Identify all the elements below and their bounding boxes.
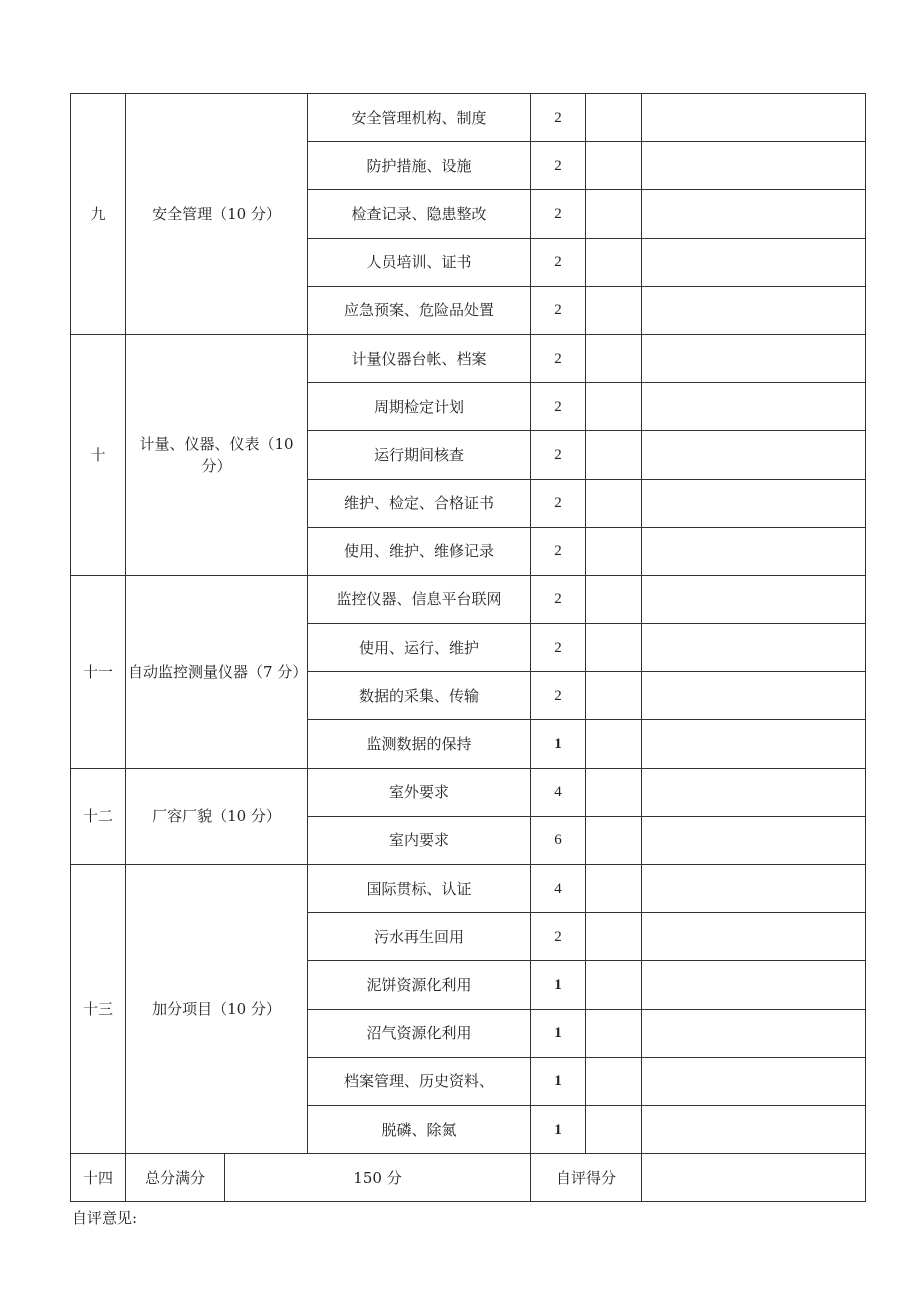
self-score-label: 自评得分 <box>531 1154 642 1202</box>
item-self-score[interactable] <box>586 527 642 575</box>
item-score: 1 <box>531 1105 586 1153</box>
item-self-score[interactable] <box>586 479 642 527</box>
item-score: 2 <box>531 190 586 238</box>
item-remarks[interactable] <box>642 431 866 479</box>
item-score: 4 <box>531 768 586 816</box>
table-row <box>71 334 866 382</box>
item-score: 2 <box>531 624 586 672</box>
item-remarks[interactable] <box>642 1105 866 1153</box>
table-row <box>71 865 866 913</box>
item-remarks[interactable] <box>642 720 866 768</box>
item-name: 检查记录、隐患整改 <box>308 190 531 238</box>
item-remarks[interactable] <box>642 479 866 527</box>
item-self-score[interactable] <box>586 816 642 864</box>
section-category: 自动监控测量仪器（7 分） <box>126 575 308 768</box>
item-name: 维护、检定、合格证书 <box>308 479 531 527</box>
section-category: 厂容厂貌（10 分） <box>126 768 308 864</box>
item-remarks[interactable] <box>642 527 866 575</box>
item-self-score[interactable] <box>586 94 642 142</box>
item-remarks[interactable] <box>642 383 866 431</box>
item-name: 室内要求 <box>308 816 531 864</box>
item-remarks[interactable] <box>642 624 866 672</box>
section-number: 十二 <box>71 768 126 864</box>
item-self-score[interactable] <box>586 672 642 720</box>
item-name: 人员培训、证书 <box>308 238 531 286</box>
item-self-score[interactable] <box>586 1057 642 1105</box>
table-row <box>71 575 866 623</box>
item-name: 安全管理机构、制度 <box>308 94 531 142</box>
item-score: 2 <box>531 431 586 479</box>
item-score: 2 <box>531 479 586 527</box>
item-name: 数据的采集、传输 <box>308 672 531 720</box>
item-name: 国际贯标、认证 <box>308 865 531 913</box>
item-remarks[interactable] <box>642 142 866 190</box>
item-score: 2 <box>531 142 586 190</box>
item-remarks[interactable] <box>642 575 866 623</box>
item-remarks[interactable] <box>642 94 866 142</box>
total-label: 总分满分 <box>126 1154 225 1202</box>
item-remarks[interactable] <box>642 190 866 238</box>
item-score: 6 <box>531 816 586 864</box>
item-name: 档案管理、历史资料、 <box>308 1057 531 1105</box>
item-self-score[interactable] <box>586 190 642 238</box>
item-name: 污水再生回用 <box>308 913 531 961</box>
item-self-score[interactable] <box>586 575 642 623</box>
item-self-score[interactable] <box>586 913 642 961</box>
item-score: 1 <box>531 1057 586 1105</box>
item-name: 使用、维护、维修记录 <box>308 527 531 575</box>
item-name: 运行期间核查 <box>308 431 531 479</box>
table-row <box>71 768 866 816</box>
item-score: 1 <box>531 961 586 1009</box>
item-self-score[interactable] <box>586 624 642 672</box>
item-name: 监测数据的保持 <box>308 720 531 768</box>
item-score: 1 <box>531 1009 586 1057</box>
item-remarks[interactable] <box>642 913 866 961</box>
total-value: 150 分 <box>225 1154 531 1202</box>
item-remarks[interactable] <box>642 238 866 286</box>
item-remarks[interactable] <box>642 865 866 913</box>
item-score: 4 <box>531 865 586 913</box>
item-name: 使用、运行、维护 <box>308 624 531 672</box>
item-remarks[interactable] <box>642 816 866 864</box>
item-remarks[interactable] <box>642 286 866 334</box>
item-name: 周期检定计划 <box>308 383 531 431</box>
item-remarks[interactable] <box>642 672 866 720</box>
item-self-score[interactable] <box>586 720 642 768</box>
item-remarks[interactable] <box>642 334 866 382</box>
item-remarks[interactable] <box>642 961 866 1009</box>
item-score: 2 <box>531 527 586 575</box>
item-score: 2 <box>531 575 586 623</box>
item-score: 2 <box>531 672 586 720</box>
section-category: 加分项目（10 分） <box>126 865 308 1154</box>
item-name: 计量仪器台帐、档案 <box>308 334 531 382</box>
item-name: 防护措施、设施 <box>308 142 531 190</box>
item-self-score[interactable] <box>586 865 642 913</box>
item-self-score[interactable] <box>586 142 642 190</box>
item-name: 泥饼资源化利用 <box>308 961 531 1009</box>
item-self-score[interactable] <box>586 961 642 1009</box>
item-score: 2 <box>531 334 586 382</box>
item-self-score[interactable] <box>586 383 642 431</box>
item-self-score[interactable] <box>586 238 642 286</box>
item-remarks[interactable] <box>642 1009 866 1057</box>
section-category: 计量、仪器、仪表（10 分） <box>126 334 308 575</box>
item-remarks[interactable] <box>642 768 866 816</box>
item-score: 2 <box>531 238 586 286</box>
item-name: 脱磷、除氮 <box>308 1105 531 1153</box>
section-number: 十 <box>71 334 126 575</box>
section-number: 九 <box>71 94 126 335</box>
item-score: 2 <box>531 913 586 961</box>
item-name: 监控仪器、信息平台联网 <box>308 575 531 623</box>
total-row <box>71 1154 866 1202</box>
item-score: 2 <box>531 286 586 334</box>
item-score: 1 <box>531 720 586 768</box>
item-self-score[interactable] <box>586 768 642 816</box>
item-self-score[interactable] <box>586 431 642 479</box>
item-name: 沼气资源化利用 <box>308 1009 531 1057</box>
self-comment-label: 自评意见: <box>72 1209 138 1227</box>
table-row <box>71 94 866 142</box>
score-table <box>70 93 866 1202</box>
item-self-score[interactable] <box>586 334 642 382</box>
item-score: 2 <box>531 383 586 431</box>
section-number: 十四 <box>71 1154 126 1202</box>
item-self-score[interactable] <box>586 286 642 334</box>
item-score: 2 <box>531 94 586 142</box>
item-name: 室外要求 <box>308 768 531 816</box>
item-self-score[interactable] <box>586 1009 642 1057</box>
section-number: 十一 <box>71 575 126 768</box>
item-self-score[interactable] <box>586 1105 642 1153</box>
item-remarks[interactable] <box>642 1057 866 1105</box>
score-table-body <box>71 94 866 1202</box>
section-category: 安全管理（10 分） <box>126 94 308 335</box>
section-number: 十三 <box>71 865 126 1154</box>
self-score-value[interactable] <box>642 1154 866 1202</box>
item-name: 应急预案、危险品处置 <box>308 286 531 334</box>
